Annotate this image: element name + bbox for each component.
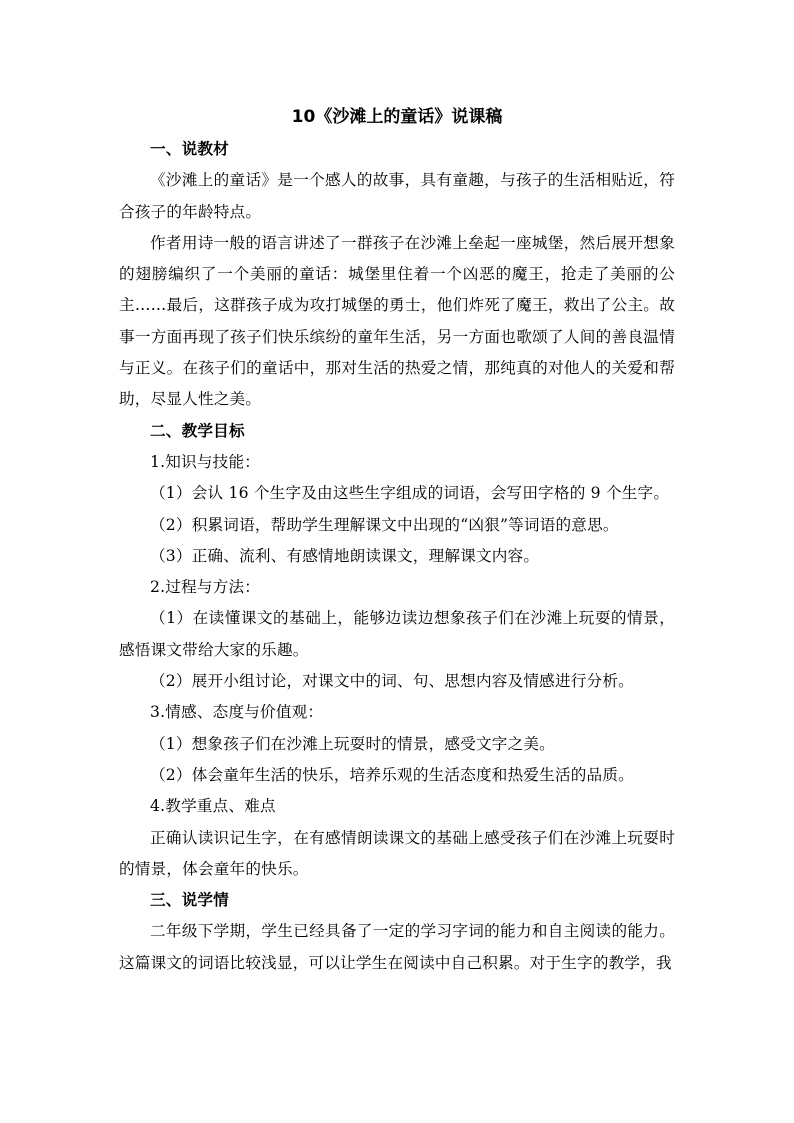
objective-item: （1）想象孩子们在沙滩上玩耍时的情景，感受文字之美。: [150, 734, 555, 753]
paragraph-learners: 二年级下学期，学生已经具备了一定的学习字词的能力和自主阅读的能力。这篇课文的词语比较浅显，可以让学生在阅读中自己积累。对于生字的教学，我: [119, 922, 675, 972]
objective-item: （1）会认 16 个生字及由这些生字组成的词语，会写田字格的 9 个生字。: [150, 484, 670, 503]
paragraph-textbook-intro: 《沙滩上的童话》是一个感人的故事，具有童趣，与孩子的生活相贴近，符合孩子的年龄特点。: [119, 171, 675, 221]
subheading-knowledge-skills: 1.知识与技能：: [150, 452, 261, 471]
subheading-focus-difficulty: 4.教学重点、难点: [150, 797, 276, 816]
document-body: [119, 104, 675, 979]
paragraph-textbook-content: 作者用诗一般的语言讲述了一群孩子在沙滩上垒起一座城堡，然后展开想象的翅膀编织了一个美丽的童话：城堡里住着一个凶恶的魔王，抢走了美丽的公主……最后，这群孩子成为攻打城堡的勇士，他们炸死了魔王，救出了公主。故事一方面再现了孩子们快乐缤纷的童年生活，另一方面也歌颂了人间的善良温情与正义。在孩子们的童话中，那对生活的热爱之情，那纯真的对他人的关爱和帮助，尽显人性之美。: [119, 233, 675, 409]
objective-item: （2）体会童年生活的快乐，培养乐观的生活态度和热爱生活的品质。: [150, 765, 634, 784]
subheading-emotion-values: 3.情感、态度与价值观：: [150, 703, 324, 722]
page-title: 10《沙滩上的童话》说课稿: [291, 107, 503, 127]
section-heading-objectives: 二、教学目标: [150, 421, 245, 440]
section-heading-textbook: 一、说教材: [150, 140, 229, 158]
objective-item: （3）正确、流利、有感情地朗读课文，理解课文内容。: [150, 546, 540, 565]
objective-item: （2）积累词语，帮助学生理解课文中出现的“凶狠”等词语的意思。: [150, 515, 619, 534]
objective-item: （1）在读懂课文的基础上，能够边读边想象孩子们在沙滩上玩耍的情景，感悟课文带给大家的乐趣。: [119, 609, 675, 659]
subheading-process-method: 2.过程与方法：: [150, 578, 261, 597]
objective-item: （2）展开小组讨论，对课文中的词、句、思想内容及情感进行分析。: [150, 672, 634, 691]
section-heading-learners: 三、说学情: [150, 891, 229, 910]
paragraph-focus: 正确认读识记生字，在有感情朗读课文的基础上感受孩子们在沙滩上玩耍时的情景，体会童年的快乐。: [119, 828, 675, 878]
